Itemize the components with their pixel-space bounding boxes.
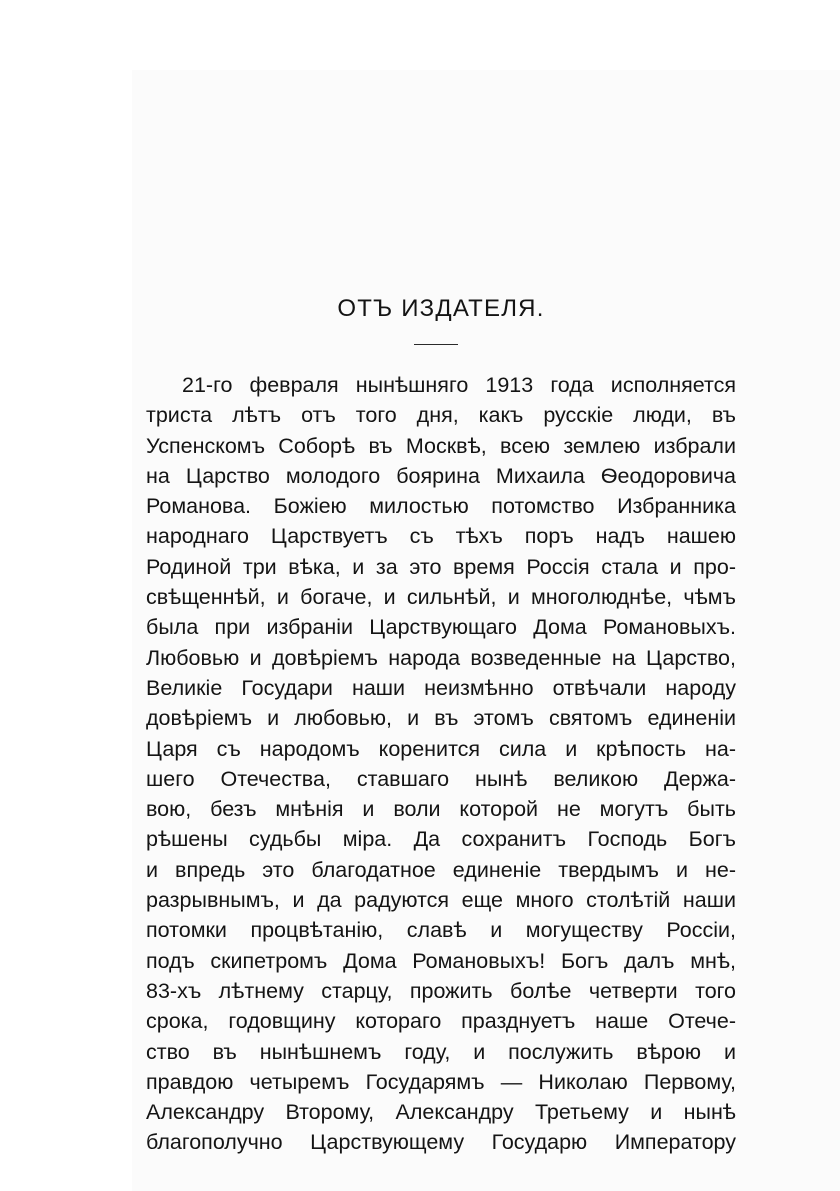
text-line: на Царство молодого боярина Михаила Ѳеодоровича	[146, 463, 736, 488]
text-line: Великіе Государи наши неизмѣнно отвѣчали народу	[146, 675, 736, 700]
text-line: триста лѣтъ отъ того дня, какъ русскіе люди, въ	[146, 403, 736, 428]
text-line: народнаго Царствуетъ съ тѣхъ поръ надъ нашею	[146, 524, 736, 549]
text-line: была при избраніи Царствующаго Дома Романовыхъ.	[146, 615, 736, 640]
text-line: Царя съ народомъ коренится сила и крѣпость на-	[146, 736, 736, 761]
text-line: ство въ нынѣшнемъ году, и послужить вѣрою и	[146, 1039, 736, 1064]
text-line: разрывнымъ, и да радуются еще много столѣтій наши	[146, 888, 736, 913]
text-line: подъ скипетромъ Дома Романовыхъ! Богъ далъ мнѣ,	[146, 948, 736, 973]
text-line: шего Отечества, ставшаго нынѣ великою Держа-	[146, 766, 736, 791]
text-line: 21-го февраля нынѣшняго 1913 года исполняется	[182, 373, 736, 397]
text-line: вою, безъ мнѣнія и воли которой не могутъ быть	[146, 797, 736, 822]
text-line: рѣшены судьбы міра. Да сохранитъ Господь Богъ	[146, 827, 736, 852]
text-line: 83-хъ лѣтнему старцу, прожить болѣе четверти того	[146, 978, 736, 1003]
text-line: Романова. Божіею милостью потомство Избранника	[146, 494, 736, 519]
text-line: потомки процвѣтанію, славѣ и могуществу Россіи,	[146, 918, 736, 943]
text-line: Александру Второму, Александру Третьему и нынѣ	[146, 1100, 736, 1125]
text-line: Успенскомъ Соборѣ въ Москвѣ, всею землею избрали	[146, 433, 736, 458]
text-line: срока, годовщину котораго празднуетъ наше Отече-	[146, 1009, 736, 1034]
text-line: правдою четыремъ Государямъ — Николаю Первому,	[146, 1069, 736, 1094]
text-line: и впредь это благодатное единеніе твердымъ и не-	[146, 857, 736, 882]
text-line: Любовью и довѣріемъ народа возведенные на Царство,	[146, 645, 736, 670]
text-line: Родиной три вѣка, и за это время Россія стала и про-	[146, 554, 736, 579]
heading-divider	[414, 344, 458, 345]
text-line: благополучно Царствующему Государю Императору	[146, 1130, 736, 1155]
text-line: довѣріемъ и любовью, и въ этомъ святомъ единеніи	[146, 706, 736, 731]
text-line: свѣщеннѣй, и богаче, и сильнѣй, и многолюднѣе, чѣмъ	[146, 585, 736, 610]
body-paragraph	[146, 370, 736, 1158]
page-heading: ОТЪ ИЗДАТЕЛЯ.	[337, 295, 545, 322]
